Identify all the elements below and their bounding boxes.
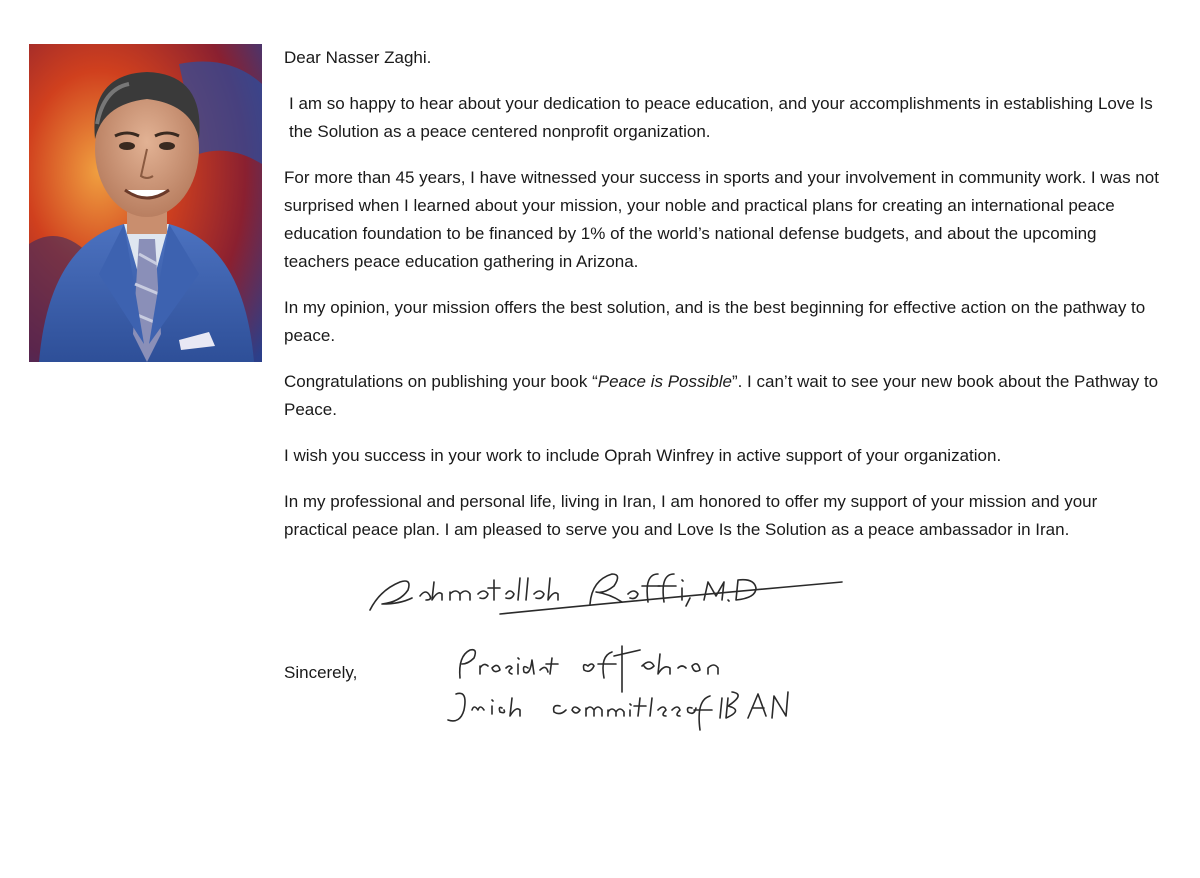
paragraph-opinion: In my opinion, your mission offers the best solution, and is the best beginning for effective action on the pathway to peace. (284, 298, 1146, 345)
book-title: Peace is Possible (597, 372, 732, 391)
paragraph-support: In my professional and personal life, living in Iran, I am honored to offer my support of your mission and your practical peace plan. I am pleased to serve you and Love Is the Solution as a peace ambassador in Iran. (284, 492, 1098, 539)
letter-greeting: Dear Nasser Zaghi. (284, 48, 432, 67)
portrait-illustration (29, 44, 262, 362)
paragraph-witness: For more than 45 years, I have witnessed your success in sports and your involvement in community work. I was not surprised when I learned about your mission, your noble and practical plans for creating an international peace education foundation to be financed by 1% of the world’s national defense budgets, and about the upcoming teachers peace education gathering in Arizona. (284, 168, 1159, 271)
paragraph-congratulations (284, 368, 1164, 424)
portrait-photo (29, 44, 262, 362)
paragraph-dedication: I am so happy to hear about your dedication to peace education, and your accomplishments in establishing Love Is the Solution as a peace centered nonprofit organization. (289, 94, 1153, 141)
congrats-text-after: ”. I can’t wait to see your new book about the Pathway to Peace. (284, 372, 1159, 419)
signature-drawing (360, 560, 880, 740)
congrats-text-before: Congratulations on publishing your book “ (284, 372, 598, 391)
handwritten-signature (360, 560, 880, 740)
paragraph-wish: I wish you success in your work to include Oprah Winfrey in active support of your organization. (284, 446, 1002, 465)
letter-body (284, 44, 1164, 562)
letter-closing: Sincerely, (284, 663, 358, 682)
